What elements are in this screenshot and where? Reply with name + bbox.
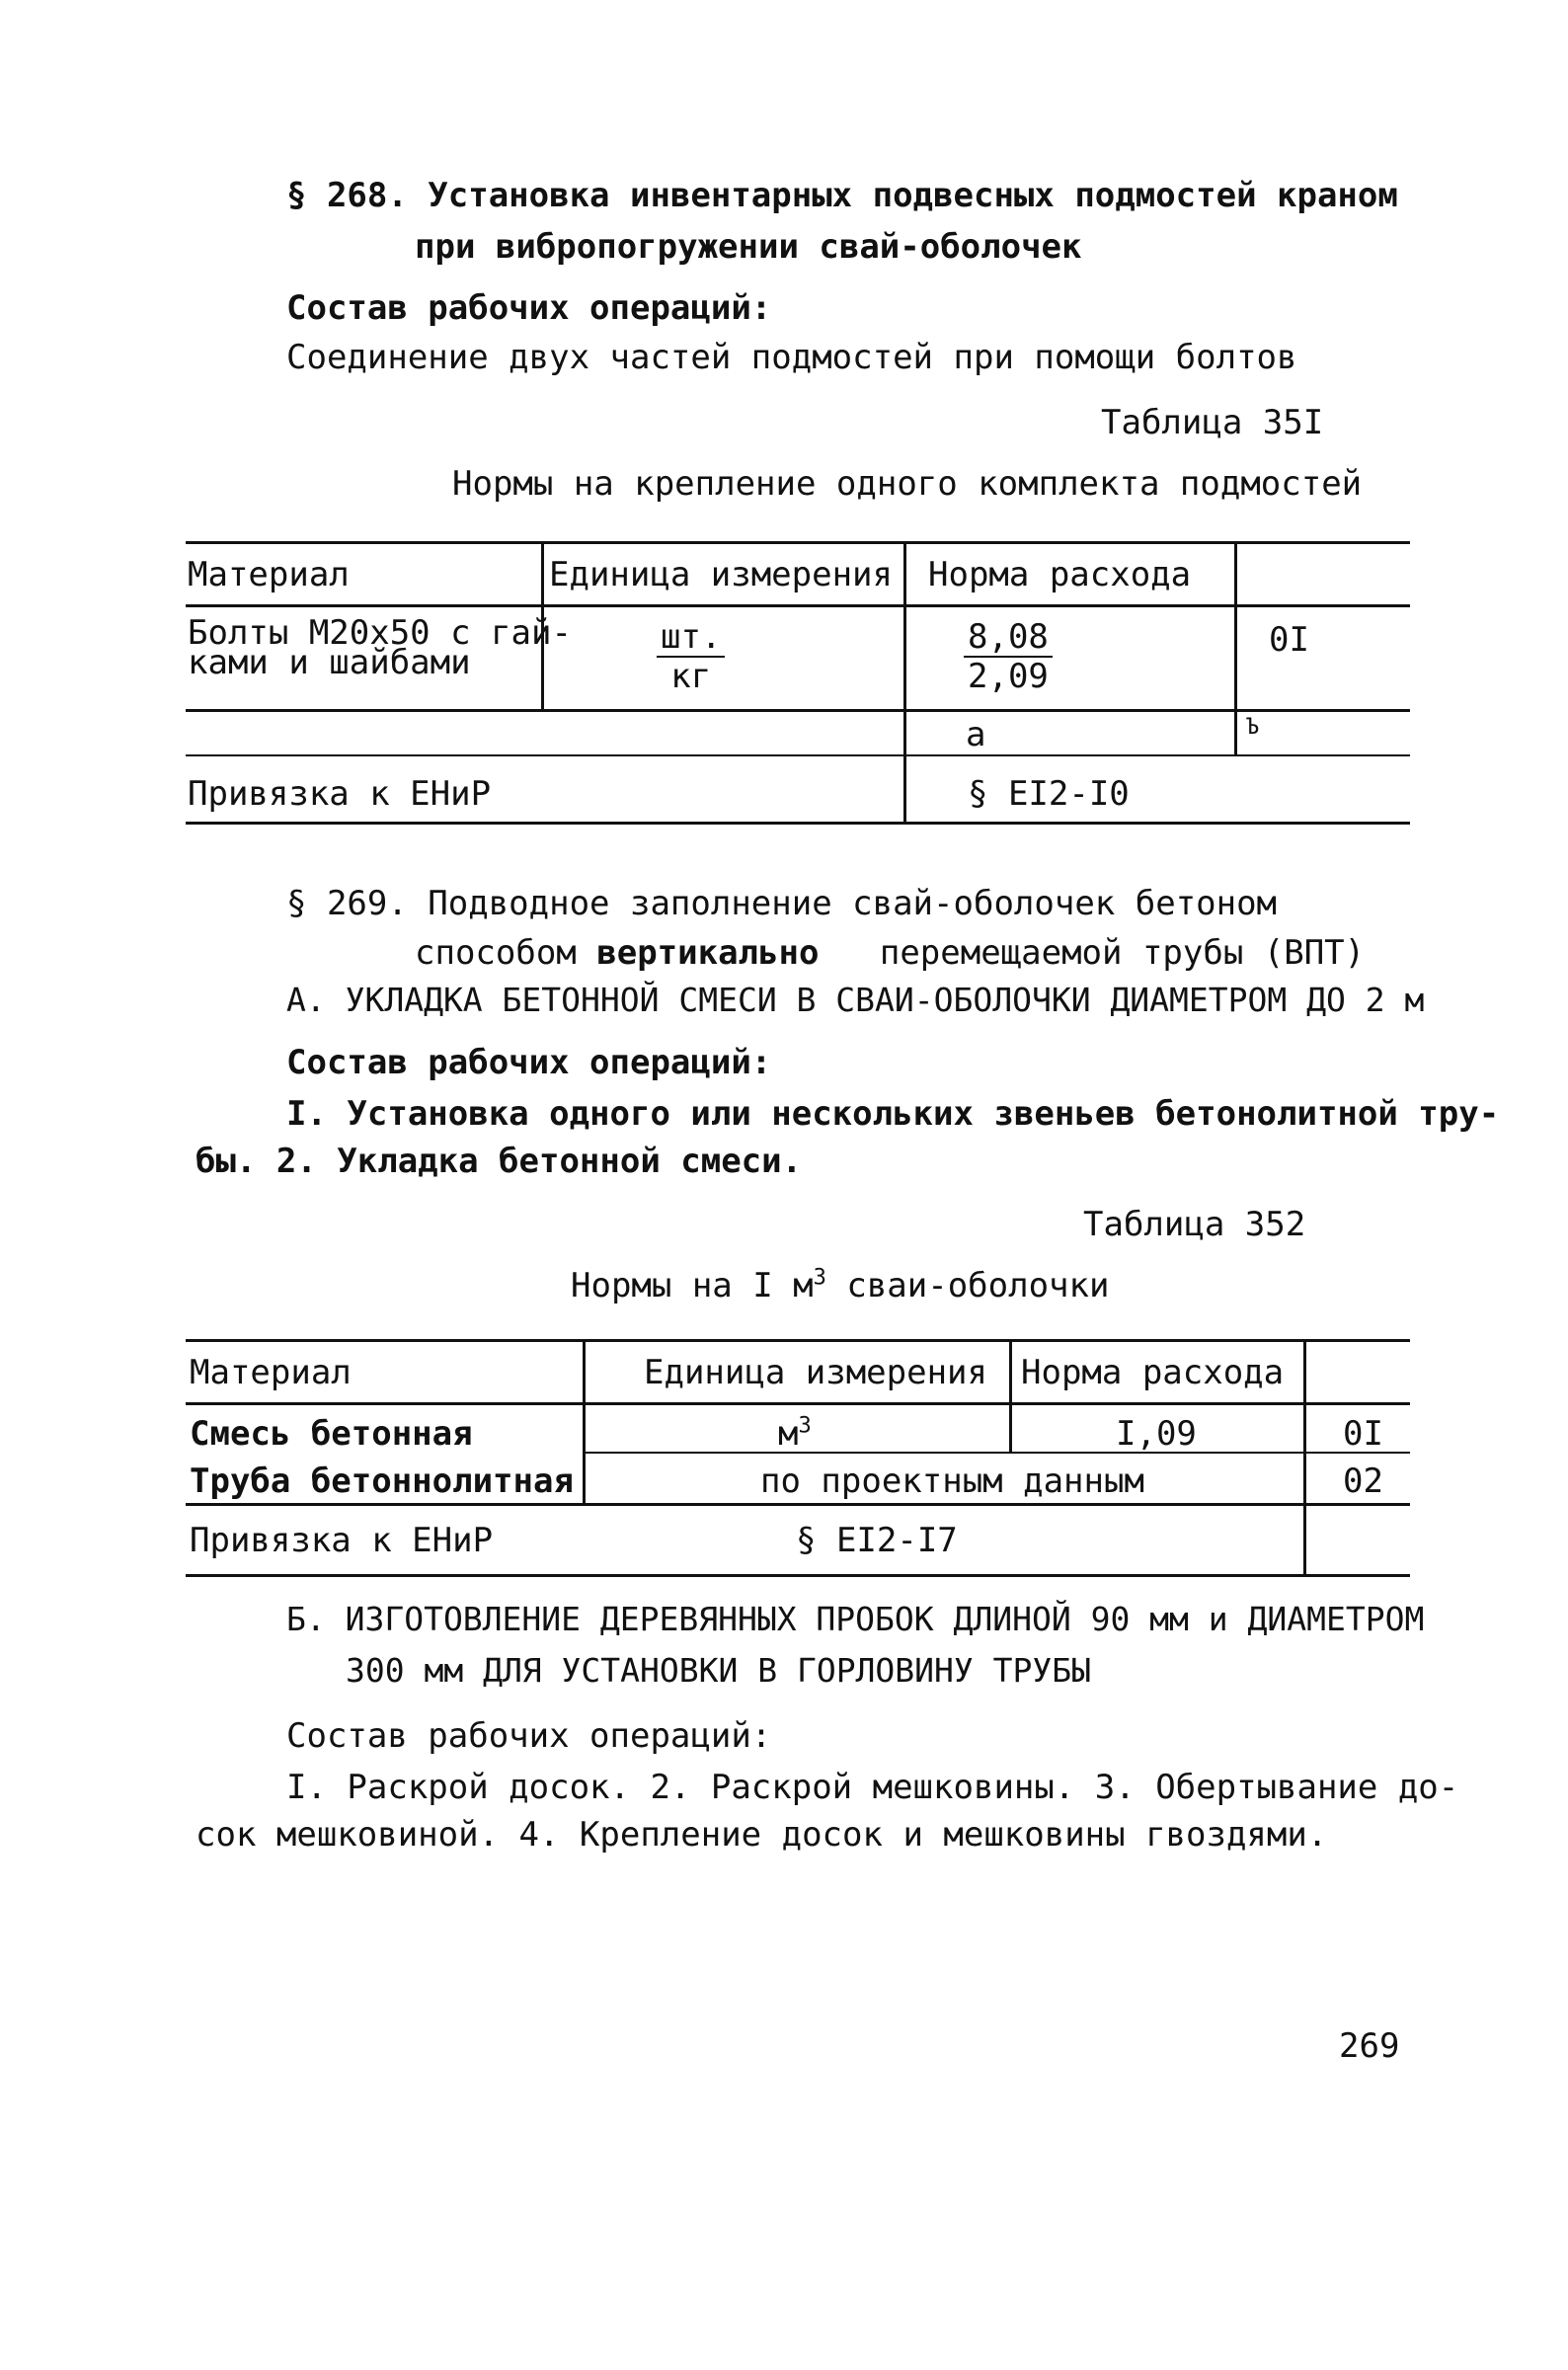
table-352-row1-code: 0I <box>1343 1414 1383 1454</box>
norm-numerator: 8,08 <box>964 620 1053 658</box>
table-352-row2-merged: по проектным данным <box>760 1462 1144 1501</box>
section-269-ops-line1: I. Установка одного или нескольких звеньев бетонолитной тру- <box>286 1094 1500 1134</box>
table-352-row2-material: Труба бетоннолитная <box>190 1462 574 1501</box>
table-351-header-unit: Единица измерения <box>549 555 893 594</box>
table-352-row2-code: 02 <box>1343 1462 1383 1501</box>
subsection-b-ops-line1: I. Раскрой досок. 2. Раскрой мешковины. 3. Обертывание до- <box>286 1768 1459 1807</box>
table-352-ref-label: Привязка к ЕНиР <box>190 1521 494 1560</box>
subsection-b-ops-heading: Состав рабочих операций: <box>286 1716 772 1756</box>
material-line1: Болты М20х50 с гай- <box>188 613 572 653</box>
table-351-label: Таблица 35I <box>1101 403 1324 442</box>
table-352-row1-norm: I,09 <box>1116 1414 1197 1454</box>
title-part-c: перемещаемой трубы (ВПТ) <box>879 933 1366 973</box>
table-351-header-material: Материал <box>188 555 350 594</box>
caption-superscript: 3 <box>813 1265 826 1291</box>
table-351-unit <box>657 617 725 696</box>
table-351-caption: Нормы на крепление одного комплекта подмостей <box>452 464 1363 504</box>
table-351-ref-value: § ЕI2-I0 <box>968 774 1130 814</box>
title-part-b: вертикально <box>596 933 820 973</box>
table-352-label: Таблица 352 <box>1083 1205 1306 1244</box>
caption-part-a: Нормы на I м <box>571 1266 814 1305</box>
unit-denominator: кг <box>670 657 712 696</box>
table-351-column-b: Ъ <box>1246 715 1260 740</box>
material-line2: ками и шайбами <box>188 643 471 682</box>
subsection-b-ops-line2: сок мешковиной. 4. Крепление досок и мешковины гвоздями. <box>196 1815 1328 1855</box>
subsection-b-title-line2: 300 мм ДЛЯ УСТАНОВКИ В ГОРЛОВИНУ ТРУБЫ <box>346 1651 1091 1690</box>
subsection-a-title: А. УКЛАДКА БЕТОННОЙ СМЕСИ В СВАИ-ОБОЛОЧКИ ДИАМЕТРОМ ДО 2 м <box>286 981 1425 1019</box>
table-352-caption <box>571 1266 1109 1305</box>
section-269-title-line1: § 269. Подводное заполнение свай-оболочек бетоном <box>286 884 1278 923</box>
table-352-header-norm: Норма расхода <box>1021 1353 1285 1392</box>
section-268-ops-text: Соединение двух частей подмостей при помощи болтов <box>286 338 1297 377</box>
caption-part-b: сваи-оболочки <box>825 1266 1110 1305</box>
table-352-header-material: Материал <box>190 1353 352 1392</box>
section-268-ops-heading: Состав рабочих операций: <box>286 288 772 328</box>
section-268-title-line2: при вибропогружении свай-оболочек <box>415 227 1082 267</box>
title-part-a: способом <box>415 933 577 973</box>
table-351-ref-label: Привязка к ЕНиР <box>188 774 492 814</box>
unit-text: м <box>778 1414 799 1454</box>
table-352-row1-unit <box>778 1414 812 1454</box>
page-number: 269 <box>1339 2026 1400 2066</box>
table-351-norm <box>964 617 1053 696</box>
table-351-material <box>188 613 572 682</box>
section-269-ops-heading: Состав рабочих операций: <box>286 1043 772 1082</box>
table-351-code: 0I <box>1269 620 1309 660</box>
table-352-ref-value: § ЕI2-I7 <box>796 1521 958 1560</box>
section-268-title-line1: § 268. Установка инвентарных подвесных подмостей краном <box>286 176 1398 215</box>
table-351-column-a: а <box>966 715 986 754</box>
unit-numerator: шт. <box>657 620 725 658</box>
section-269-ops-line2: бы. 2. Укладка бетонной смеси. <box>196 1142 803 1181</box>
norm-denominator: 2,09 <box>968 657 1049 696</box>
section-269-title-line2 <box>415 933 1365 973</box>
table-352-row1-material: Смесь бетонная <box>190 1414 473 1454</box>
unit-superscript: 3 <box>798 1413 812 1439</box>
subsection-b-title-line1: Б. ИЗГОТОВЛЕНИЕ ДЕРЕВЯННЫХ ПРОБОК ДЛИНОЙ 90 мм и ДИАМЕТРОМ <box>286 1600 1425 1638</box>
table-351-header-norm: Норма расхода <box>928 555 1192 594</box>
table-352-header-unit: Единица измерения <box>644 1353 987 1392</box>
